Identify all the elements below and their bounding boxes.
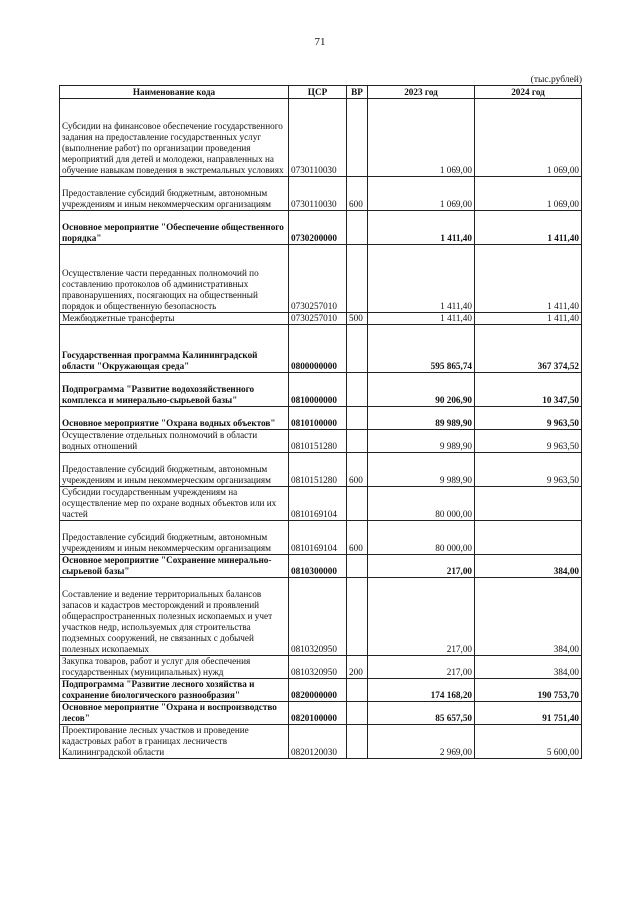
table-row [60,453,582,487]
row-2024-cell [475,521,582,555]
row-vr-cell [347,578,368,656]
row-vr-cell: 200 [347,656,368,679]
row-2023-cell: 9 989,90 [368,430,475,453]
row-csr-cell: 0730110030 [289,99,347,177]
row-name-cell: Осуществление части переданных полномочий по составлению протоколов об административных правонарушениях, посягающих на общественный порядок и общественную безопасность [60,245,289,313]
row-csr-cell: 0810100000 [289,407,347,430]
row-2024-cell: 190 753,70 [475,679,582,702]
row-vr-cell [347,725,368,759]
row-csr-cell: 0730257010 [289,245,347,313]
row-vr-cell [347,555,368,578]
row-2024-cell: 9 963,50 [475,453,582,487]
row-2023-cell: 89 989,90 [368,407,475,430]
row-vr-cell [347,325,368,373]
units-label: (тыс.рублей) [530,75,582,85]
row-name-cell: Субсидии государственным учреждениям на осуществление мер по охране водных объектов или их частей [60,487,289,521]
row-name-cell: Предоставление субсидий бюджетным, автономным учреждениям и иным некоммерческим организациям [60,177,289,211]
row-2023-cell: 1 069,00 [368,99,475,177]
row-csr-cell: 0810169104 [289,521,347,555]
table-row [60,430,582,453]
row-name-cell: Осуществление отдельных полномочий в области водных отношений [60,430,289,453]
table-row [60,211,582,245]
row-csr-cell: 0820100000 [289,702,347,725]
table-row [60,679,582,702]
row-name-cell: Межбюджетные трансферты [60,313,289,325]
row-csr-cell: 0810151280 [289,430,347,453]
table-row [60,373,582,407]
row-2023-cell: 1 411,40 [368,313,475,325]
table-row [60,99,582,177]
row-name-cell: Предоставление субсидий бюджетным, автономным учреждениям и иным некоммерческим организациям [60,453,289,487]
row-name-cell: Закупка товаров, работ и услуг для обеспечения государственных (муниципальных) нужд [60,656,289,679]
row-csr-cell: 0810320950 [289,578,347,656]
table-row [60,325,582,373]
row-2023-cell: 85 657,50 [368,702,475,725]
row-2024-cell [475,487,582,521]
row-2023-cell: 9 989,90 [368,453,475,487]
row-vr-cell [347,487,368,521]
row-csr-cell: 0730110030 [289,177,347,211]
row-csr-cell: 0730257010 [289,313,347,325]
row-2024-cell: 367 374,52 [475,325,582,373]
row-csr-cell: 0820000000 [289,679,347,702]
row-name-cell: Субсидии на финансовое обеспечение государственного задания на предоставление государственных услуг (выполнение работ) по организации проведения мероприятий для детей и молодежи, направленных на обучение навыкам поведения в экстремальных условиях [60,99,289,177]
row-2024-cell: 5 600,00 [475,725,582,759]
table-row [60,487,582,521]
row-2024-cell: 1 411,40 [475,313,582,325]
table-row [60,177,582,211]
table-row [60,725,582,759]
header-vr: ВР [347,86,368,99]
row-csr-cell: 0820120030 [289,725,347,759]
table-row [60,521,582,555]
row-csr-cell: 0800000000 [289,325,347,373]
table-row [60,578,582,656]
row-2023-cell: 595 865,74 [368,325,475,373]
row-2023-cell: 217,00 [368,578,475,656]
header-name: Наименование кода [60,86,289,99]
row-2023-cell: 80 000,00 [368,487,475,521]
row-name-cell: Основное мероприятие "Охрана водных объектов" [60,407,289,430]
table-row [60,313,582,325]
row-vr-cell: 600 [347,177,368,211]
row-vr-cell [347,407,368,430]
table-row [60,245,582,313]
row-2024-cell: 9 963,50 [475,407,582,430]
row-vr-cell: 500 [347,313,368,325]
row-vr-cell [347,373,368,407]
row-vr-cell [347,245,368,313]
row-csr-cell: 0730200000 [289,211,347,245]
row-2023-cell: 217,00 [368,656,475,679]
budget-table [59,85,582,759]
row-2023-cell: 1 411,40 [368,211,475,245]
row-csr-cell: 0810300000 [289,555,347,578]
row-2024-cell: 384,00 [475,555,582,578]
row-vr-cell [347,679,368,702]
header-2023: 2023 год [368,86,475,99]
row-2024-cell: 1 069,00 [475,99,582,177]
header-2024: 2024 год [475,86,582,99]
row-csr-cell: 0810151280 [289,453,347,487]
row-2024-cell: 91 751,40 [475,702,582,725]
row-2024-cell: 10 347,50 [475,373,582,407]
row-name-cell: Основное мероприятие "Охрана и воспроизводство лесов" [60,702,289,725]
row-2023-cell: 2 969,00 [368,725,475,759]
row-2023-cell: 1 069,00 [368,177,475,211]
table-row [60,702,582,725]
row-2024-cell: 384,00 [475,578,582,656]
row-2023-cell: 174 168,20 [368,679,475,702]
row-2024-cell: 1 069,00 [475,177,582,211]
row-csr-cell: 0810320950 [289,656,347,679]
table-header-row [60,86,582,99]
row-2023-cell: 90 206,90 [368,373,475,407]
row-vr-cell [347,211,368,245]
row-2023-cell: 1 411,40 [368,245,475,313]
row-name-cell: Основное мероприятие "Обеспечение общественного порядка" [60,211,289,245]
row-2024-cell: 1 411,40 [475,211,582,245]
row-2024-cell: 1 411,40 [475,245,582,313]
page-number: 71 [314,36,326,48]
row-vr-cell [347,702,368,725]
row-name-cell: Проектирование лесных участков и проведение кадастровых работ в границах лесничеств Калининградской области [60,725,289,759]
row-csr-cell: 0810169104 [289,487,347,521]
row-csr-cell: 0810000000 [289,373,347,407]
row-vr-cell [347,99,368,177]
row-name-cell: Государственная программа Калининградской области "Окружающая среда" [60,325,289,373]
row-name-cell: Подпрограмма "Развитие водохозяйственного комплекса и минерально-сырьевой базы" [60,373,289,407]
row-2023-cell: 80 000,00 [368,521,475,555]
table-row [60,407,582,430]
row-name-cell: Составление и ведение территориальных балансов запасов и кадастров месторождений и проявлений общераспространенных полезных ископаемых и учет участков недр, используемых для строительства подземных сооружений, не связанных с добычей полезных ископаемых [60,578,289,656]
row-name-cell: Предоставление субсидий бюджетным, автономным учреждениям и иным некоммерческим организациям [60,521,289,555]
row-name-cell: Основное мероприятие "Сохранение минерально-сырьевой базы" [60,555,289,578]
row-2024-cell: 9 963,50 [475,430,582,453]
header-csr: ЦСР [289,86,347,99]
table-row [60,656,582,679]
row-name-cell: Подпрограмма "Развитие лесного хозяйства и сохранение биологического разнообразия" [60,679,289,702]
row-2024-cell: 384,00 [475,656,582,679]
row-2023-cell: 217,00 [368,555,475,578]
row-vr-cell [347,430,368,453]
table-row [60,555,582,578]
row-vr-cell: 600 [347,521,368,555]
row-vr-cell: 600 [347,453,368,487]
